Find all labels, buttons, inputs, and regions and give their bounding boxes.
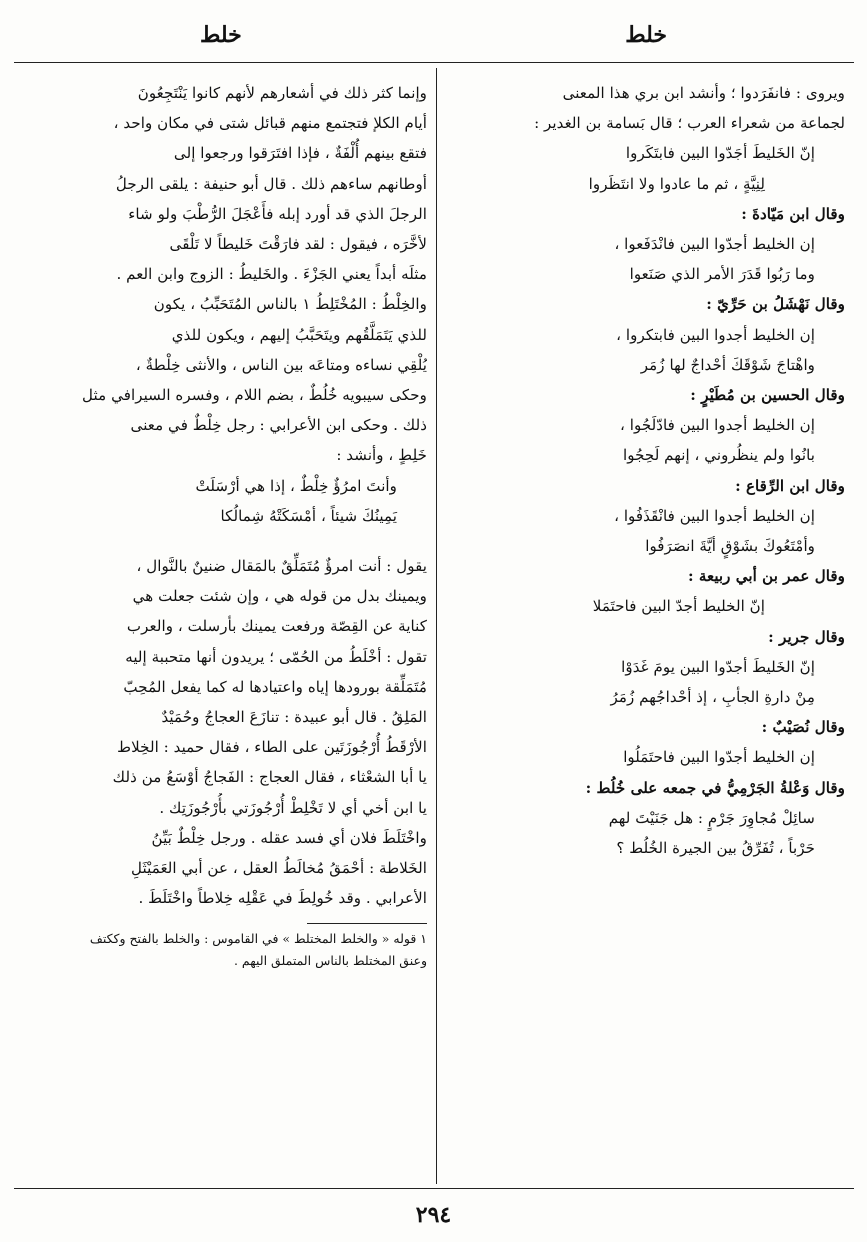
right_column-prose-line: ويروى : فانفَرَدوا ؛ وأنشد ابن بري هذا المعنى	[562, 84, 845, 102]
right_column-verse-line: إن الخليط أجدوا البين فادّلَجُوا ،	[620, 416, 815, 435]
right_column-prose-line: لجماعة من شعراء العرب ؛ قال بَسامة بن الغدير :	[534, 114, 845, 133]
right_column-verse-line: بانُوا ولم ينظُروني ، إنهم لَحِجُوا	[623, 446, 815, 465]
right_column-verse-line: إن الخليط أجدوا البين فابتكروا ،	[616, 325, 815, 344]
left_column-prose-line: المَلِقُ . قال أبو عبيدة : تنازَعَ العجاجُ وحُمَيْدٌ	[161, 708, 427, 727]
footnote-line: وعنق المختلط بالناس المتملق اليهم .	[233, 953, 427, 969]
right_column-verse-line: واهْتاجَ شَوْقَكَ أحْداجٌ لها زُمَر	[640, 355, 815, 374]
left_column-prose-line: أيام الكلإ فتجتمع منهم قبائل شتى في مكان واحد ،	[113, 114, 427, 133]
right_column-verse-line: حَرْباً ، تُفَرِّقُ بين الجيرة الخُلُط ؟	[616, 839, 815, 858]
left_column-prose-line: وإنما كثر ذلك في أشعارهم لأنهم كانوا يَنْتَجِعُونَ	[137, 84, 427, 102]
right-column	[445, 78, 845, 1178]
left_column-prose-line: يا ابن أخي أي لا تَخْلِطْ أُرْجُوزَتي بأُرْجُوزَتِك .	[159, 798, 427, 817]
left_column-prose-line: للذي يَتَمَلَّقُهم ويتَحَبَّبُ إليهم ، ويكون للذي	[171, 325, 427, 344]
left_column-prose-line: فتقع بينهم أُلْفَةٌ ، فإذا افتَرَقوا ورجعوا إلى	[173, 144, 427, 163]
footnote	[22, 928, 427, 972]
right_column-verse-line: إن الخليط أجدوا البين فانْقَذَفُوا ،	[614, 506, 815, 525]
left_column-prose-line: الرجلَ الذي قد أورد إبله فأَعْجَلَ الرُّطْبَ ولو شاء	[128, 204, 427, 223]
left_column-prose-line: وحكى سيبويه خُلُطٌ ، بضم اللام ، وفسره السيرافي مثل	[82, 386, 427, 405]
column-divider	[436, 68, 437, 1184]
left_column-prose-line: أوطانهم ساءهم ذلك . قال أبو حنيفة : يلقى الرجلُ	[115, 174, 427, 193]
left_column-prose-line: مثلَه أبداً يعني الجَزْءَ . والخَليطُ : الزوج وابن العم .	[116, 265, 427, 284]
right_column-intro-line: وقال ابن مَيّادةَ :	[741, 204, 845, 223]
left_column-prose-line: الأرْقَطُ أُرْجُوزَتَين على الطاء ، فقال حميد : الخِلاط	[117, 738, 427, 757]
left_column-blank-line	[22, 531, 427, 551]
page-number: ٢٩٤	[415, 1202, 452, 1228]
left_column-prose-line: لأخَّرَه ، فيقول : لقد فارَقْتَ خَليطاً لا تَلْقَى	[169, 235, 427, 254]
left_column-verse-line: وأنتَ امرُؤٌ خِلْطٌ ، إذا هي أرْسَلَتْ	[195, 476, 397, 495]
footnote-line: ١ قوله « والخلط المختلط » في القاموس : والخلط بالفتح وككتف	[89, 931, 427, 947]
right_column-intro-line: وقال جرير :	[768, 627, 845, 646]
left_column-prose-line: ذلك . وحكى ابن الأعرابي : رجل خِلْطٌ في معنى	[130, 416, 427, 435]
right_column-verse-line: سائِلْ مُجاوِرَ جَرْمٍ : هل جَنَيْتَ لهم	[608, 808, 815, 827]
right_column-verse-line: إن الخليط أجدّوا البين فاحتَمَلُوا	[623, 748, 815, 767]
right_column-intro-line: وقال نُصَيْبٌ :	[761, 718, 845, 737]
left_column-prose-line: كناية عن القِصّة ورفعت يمينك بأرسلت ، والعرب	[126, 617, 427, 636]
running-header-left: خلط	[200, 22, 242, 48]
header-rule	[14, 62, 854, 63]
left_column-prose-line: يقول : أنت امرؤٌ مُتَمَلِّقٌ بالمَقال ضنينٌ بالنَّوال ،	[136, 557, 427, 576]
left-column	[22, 78, 427, 1178]
footer-rule	[14, 1188, 854, 1189]
right_column-verse-line: إنّ الخَليطَ أجدّوا البين يومَ غَدَوْا	[621, 657, 815, 676]
right_column-verse-line: إن الخليط أجدّوا البين فانْدَفَعوا ،	[614, 235, 815, 254]
right_column-intro-line: وقال الحسين بن مُطَيْرٍ :	[690, 386, 845, 405]
right_column-verse-line: مِنْ دارةِ الجأبِ ، إذ أحْداجُهم زُمَرُ	[610, 688, 815, 707]
right_column-verse-line: إنّ الخَليطَ أجَدّوا البين فابتَكَروا	[625, 144, 815, 163]
left_column-prose-line: والخِلْطُ : المُخْتَلِطُ ١ بالناس المُتَحَبِّبُ ، يكون	[153, 295, 427, 314]
right_column-intro-line: وقال ابن الرِّقاع :	[735, 476, 845, 495]
left_column-prose-line: تقول : أخْلَطُ من الحُمّى ؛ يريدون أنها متحببة إليه	[125, 647, 427, 666]
left_column-prose-line: يا أبا الشعْثاء ، فقال العجاج : الفَجاجُ أوْسَعُ من ذلك	[112, 768, 427, 787]
left_column-prose-line: الأعرابي . وقد خُولِطَ في عَقْلِه خِلاطاً واخْتَلَطَ .	[138, 889, 427, 908]
left_column-verse-line: يَمِينُكَ شيئاً ، أمْسَكَتْهُ شِمالُكا	[220, 506, 397, 525]
left_column-prose-line: واخْتَلَطَ فلان أي فسد عقله . ورجل خِلْطٌ بَيِّنُ	[151, 828, 427, 847]
footnote-separator	[307, 923, 427, 924]
right_column-intro-line: وقال نَهْشَلُ بن حَرِّيّ :	[706, 295, 845, 314]
right_column-verse-line: وما رَبُوا قَدَرَ الأمر الذي صَنَعوا	[629, 265, 815, 284]
left_column-prose-line: خَلِطٍ ، وأنشد :	[336, 446, 427, 465]
right_column-intro-line: وقال وَعْلةُ الجَرْمِيُّ في جمعه على خُلُط :	[585, 778, 845, 797]
running-header-right: خلط	[625, 22, 667, 48]
left_column-prose-line: ويمينك بدل من قوله هي ، وإن شئت جعلت هي	[132, 587, 427, 606]
left_column-prose-line: الخَلاطة : أحْمَقُ مُخالَطُ العقل ، عن أبي العَمَيْثَلِ	[131, 859, 427, 878]
left_column-prose-line: مُتَمَلِّقة بورودها إياه واعتيادها له كما يفعل المُحِبّ	[123, 677, 427, 696]
left_column-prose-line: يُلْقِي نساءه ومتاعَه بين الناس ، والأنثى خِلْطةٌ ،	[135, 355, 427, 374]
right_column-verse2-line: إنّ الخليط أجدّ البين فاحتَمَلا	[592, 597, 765, 616]
right_column-verse2-line: لِنِيَّةٍ ، ثم ما عادوا ولا انتَظَروا	[588, 174, 765, 193]
right_column-verse-line: وأمْتَعُوكَ بشَوْقٍ أيَّةَ انصَرَفُوا	[645, 537, 815, 556]
right_column-intro-line: وقال عمر بن أبي ربيعة :	[687, 567, 845, 586]
